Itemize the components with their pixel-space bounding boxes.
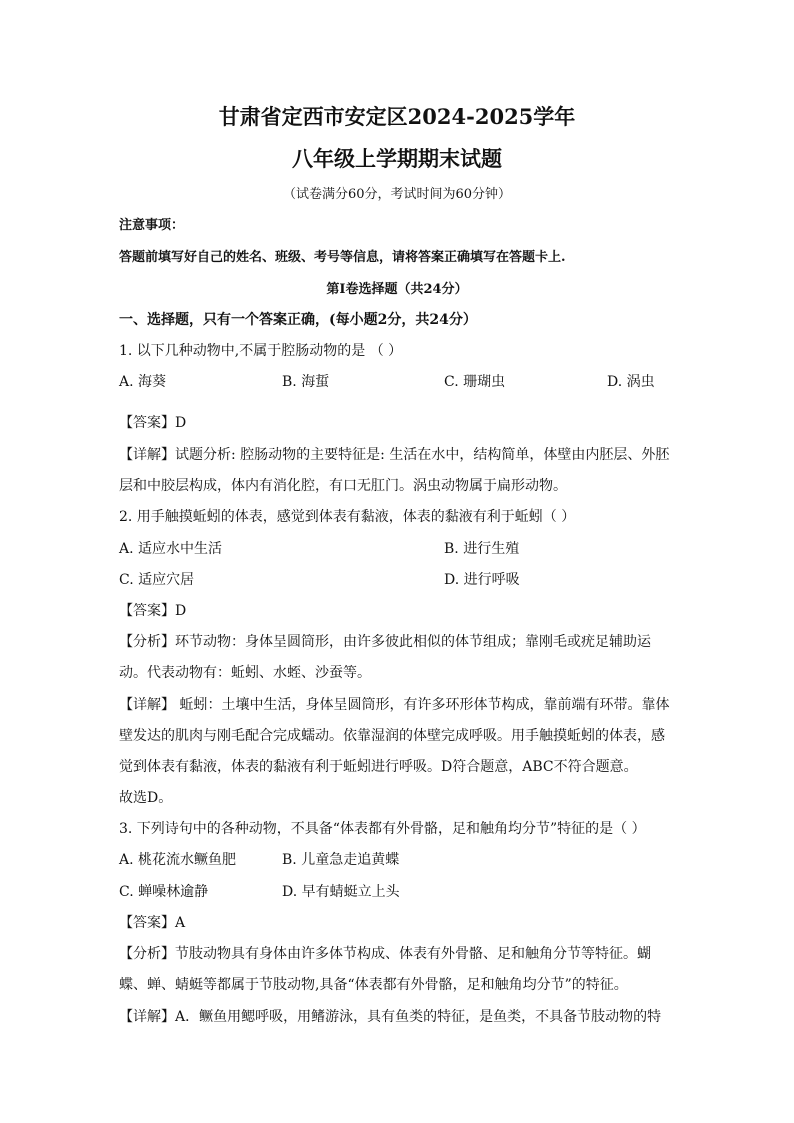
q2-analysis-line1: 【分析】环节动物：身体呈圆筒形，由许多彼此相似的体节组成；靠刚毛或疣足辅助运 xyxy=(119,634,651,650)
q2-answer: 【答案】D xyxy=(119,603,187,619)
q1-detail-line1: 【详解】试题分析: 腔肠动物的主要特征是: 生活在水中，结构简单，体壁由内胚层、外胚 xyxy=(119,447,670,463)
q2-stem: 2. 用手触摸蚯蚓的体表，感觉到体表有黏液，体表的黏液有利于蚯蚓（ ） xyxy=(119,509,576,525)
q3-option-c: C. 蝉噪林逾静 xyxy=(119,884,209,900)
q3-analysis-line2: 蝶、蝉、蜻蜓等都属于节肢动物,具备“体表都有外骨骼，足和触角均分节”的特征。 xyxy=(119,977,628,993)
q2-option-b: B. 进行生殖 xyxy=(444,541,520,557)
q2-detail-line2: 壁发达的肌肉与刚毛配合完成蠕动。依靠湿润的体壁完成呼吸。用手触摸蚯蚓的体表，感 xyxy=(119,728,665,744)
q3-option-a: A. 桃花流水鳜鱼肥 xyxy=(119,852,237,868)
q3-detail-line1: 【详解】A．鳜鱼用鳃呼吸，用鳍游泳，具有鱼类的特征，是鱼类，不具备节肢动物的特 xyxy=(119,1009,662,1025)
q2-option-d: D. 进行呼吸 xyxy=(444,572,520,588)
part-title: 一、选择题，只有一个答案正确，(每小题2分，共24分） xyxy=(119,312,477,328)
exam-info: （试卷满分60分，考试时间为60分钟） xyxy=(282,187,512,202)
section-title: 第I卷选择题（共24分） xyxy=(326,282,468,297)
q2-option-c: C. 适应穴居 xyxy=(119,572,195,588)
q2-conclusion: 故选D。 xyxy=(119,790,173,806)
q1-option-a: A. 海葵 xyxy=(119,374,167,390)
q3-option-d: D. 早有蜻蜓立上头 xyxy=(282,884,400,900)
q3-answer: 【答案】A xyxy=(119,915,186,931)
q3-stem: 3. 下列诗句中的各种动物，不具备“体表都有外骨骼，足和触角均分节”特征的是（ ） xyxy=(119,821,646,837)
q1-answer: 【答案】D xyxy=(119,415,187,431)
notice-text: 答题前填写好自己的姓名、班级、考号等信息，请将答案正确填写在答题卡上. xyxy=(119,250,566,265)
exam-title-line1: 甘肃省定西市安定区2024-2025学年 xyxy=(218,104,576,129)
q3-option-b: B. 儿童急走追黄蝶 xyxy=(282,852,400,868)
q2-analysis-line2: 动。代表动物有：蚯蚓、水蛭、沙蚕等。 xyxy=(119,665,371,681)
q1-stem: 1. 以下几种动物中,不属于腔肠动物的是 （ ） xyxy=(119,343,403,359)
q3-analysis-line1: 【分析】节肢动物具有身体由许多体节构成、体表有外骨骼、足和触角分节等特征。蝴 xyxy=(119,946,651,962)
q1-option-c: C. 珊瑚虫 xyxy=(444,374,506,390)
notice-label: 注意事项： xyxy=(119,218,185,233)
q2-detail-line3: 觉到体表有黏液，体表的黏液有利于蚯蚓进行呼吸。D符合题意，ABC不符合题意。 xyxy=(119,759,638,775)
exam-title-line2: 八年级上学期期末试题 xyxy=(292,146,502,171)
q1-option-b: B. 海蜇 xyxy=(282,374,330,390)
q2-detail-line1: 【详解】 蚯蚓：土壤中生活，身体呈圆筒形，有许多环形体节构成，靠前端有环带。靠体 xyxy=(119,697,670,713)
q1-option-d: D. 涡虫 xyxy=(607,374,655,390)
q1-detail-line2: 层和中胶层构成，体内有消化腔，有口无肛门。涡虫动物属于扁形动物。 xyxy=(119,478,567,494)
q2-option-a: A. 适应水中生活 xyxy=(119,541,223,557)
